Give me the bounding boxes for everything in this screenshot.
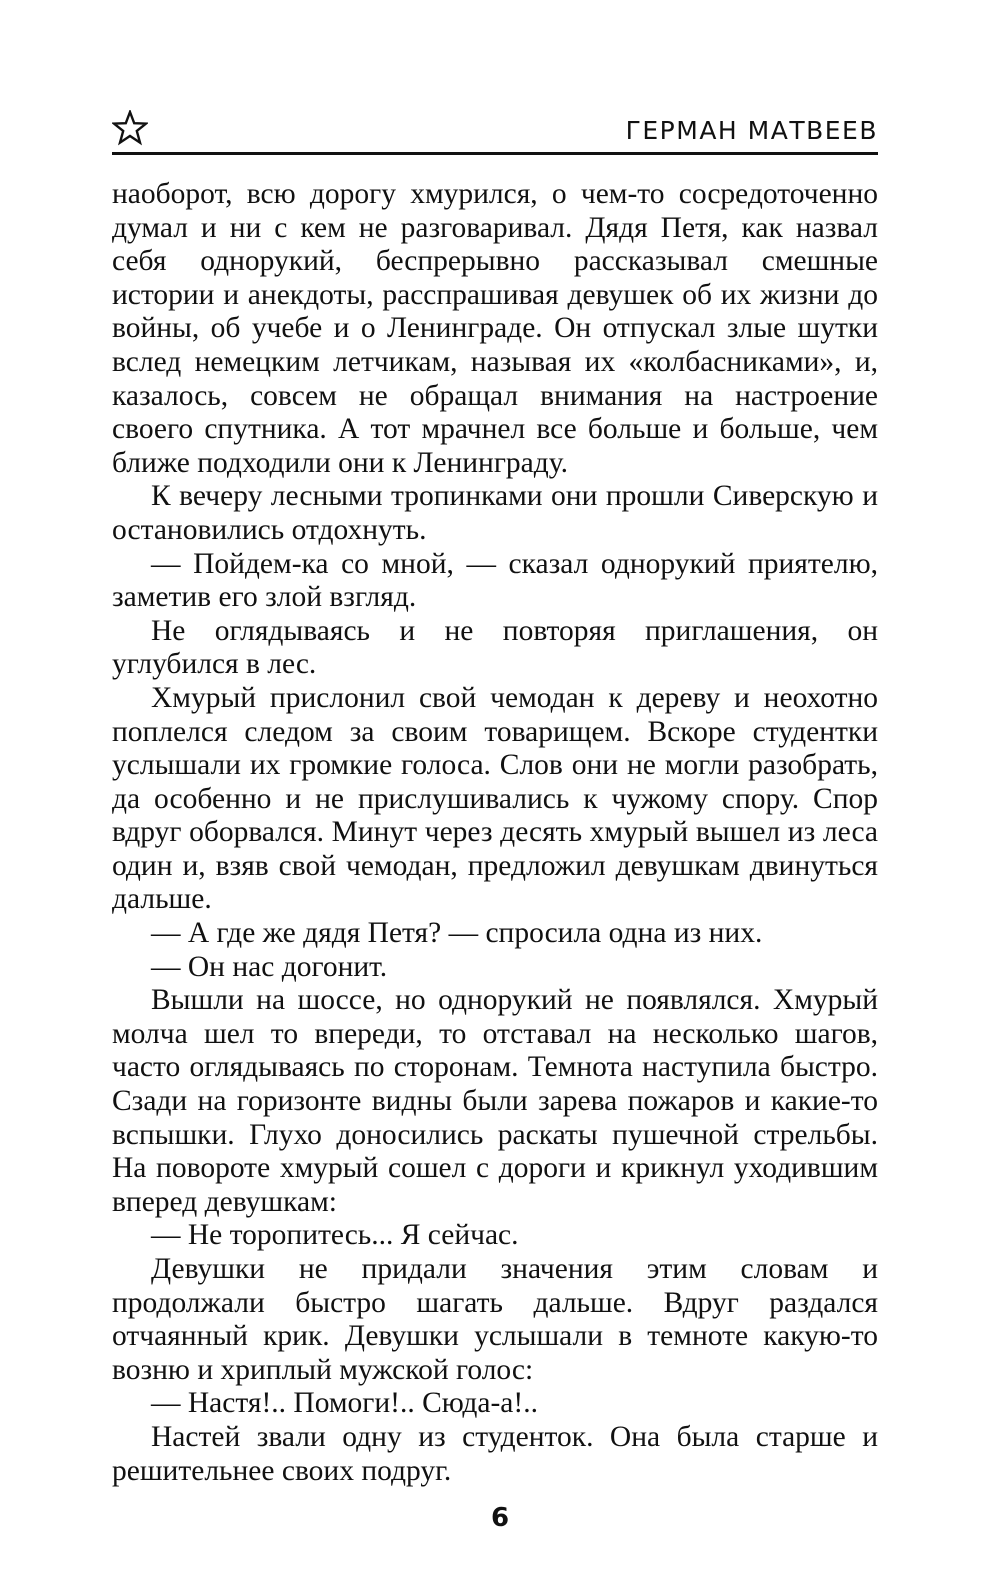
star-outline-icon [112,110,148,146]
paragraph: — Пойдем-ка со мной, — сказал однорукий приятелю, заметив его злой взгляд. [112,547,878,614]
paragraph: Хмурый прислонил свой чемодан к дереву и неохотно поплелся следом за своим товарищем. Вскоре студентки услышали их громкие голоса. Слов они не могли разобрать, да особенно и не прислушивались к чужому спору. Спор вдруг оборвался. Минут через десять хмурый вышел из леса один и, взяв свой чемодан, предложил девушкам двинуться дальше. [112,681,878,916]
paragraph: Девушки не придали значения этим словам и продолжали быстро шагать дальше. Вдруг раздался отчаянный крик. Девушки услышали в темноте какую-то возню и хриплый мужской голос: [112,1253,878,1386]
paragraph: — Настя!.. Помоги!.. Сюда-а!.. [151,1387,538,1420]
paragraph: наоборот, всю дорогу хмурился, о чем-то сосредоточенно думал и ни с кем не разговаривал. Дядя Петя, как назвал себя однорукий, беспрерывно рассказывал смешные истории и анекдоты, расспрашивая девушек об их жизни до войны, об учебе и о Ленинграде. Он отпускал злые шутки вслед немецким летчикам, называя их «колбасниками», и, казалось, совсем не обращал внимания на настроение своего спутника. А тот мрачнел все больше и больше, чем ближе подходили они к Ленинграду. [112,178,878,479]
paragraph: К вечеру лесными тропинками они прошли Сиверскую и остановились отдохнуть. [112,480,878,546]
paragraph: Не оглядываясь и не повторяя приглашения, он углубился в лес. [112,614,878,681]
author-name: ГЕРМАН МАТВЕЕВ [625,116,878,145]
paragraph: — А где же дядя Петя? — спросила одна из них. [151,917,763,950]
page-body [112,178,878,1488]
paragraph: — Он нас догонит. [151,950,388,983]
paragraph: Вышли на шоссе, но однорукий не появлялся. Хмурый молча шел то впереди, то отставал на несколько шагов, часто оглядываясь по сторонам. Темнота наступила быстро. Сзади на горизонте видны были зарева пожаров и какие-то вспышки. Глухо доносились раскаты пушечной стрельбы. На повороте хмурый сошел с дороги и крикнул уходившим вперед девушкам: [112,984,878,1218]
page-number: 6 [490,1503,510,1533]
paragraph: Настей звали одну из студенток. Она была старше и решительнее своих подруг. [112,1420,878,1487]
running-header [112,106,878,155]
paragraph: — Не торопитесь... Я сейчас. [151,1219,519,1252]
